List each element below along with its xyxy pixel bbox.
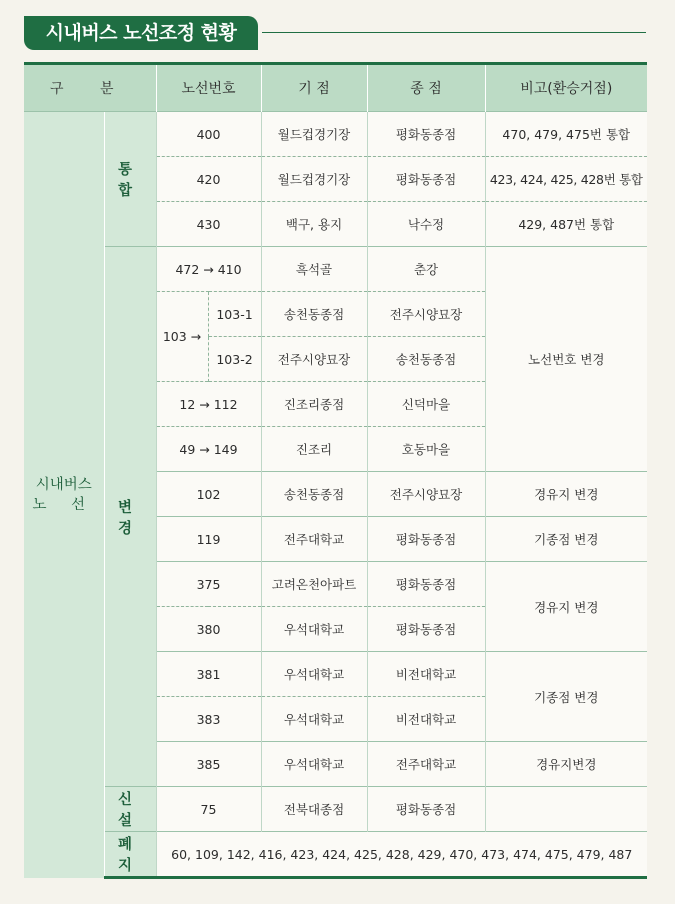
- main-category-label: [24, 112, 104, 878]
- start-point: 우석대학교: [261, 607, 367, 652]
- start-point: 전주대학교: [261, 517, 367, 562]
- table-row: [24, 112, 647, 157]
- header-category: 구 분: [24, 64, 156, 112]
- start-point: 진조리종점: [261, 382, 367, 427]
- route-number: 420: [156, 157, 261, 202]
- end-point: 전주시양묘장: [367, 472, 485, 517]
- end-point: 평화동종점: [367, 157, 485, 202]
- start-point: 고려온천아파트: [261, 562, 367, 607]
- end-point: 평화동종점: [367, 607, 485, 652]
- table-row: [24, 787, 647, 832]
- start-point: 송천동종점: [261, 292, 367, 337]
- end-point: 전주시양묘장: [367, 292, 485, 337]
- end-point: 평화동종점: [367, 517, 485, 562]
- route-prefix-103: 103 →: [156, 292, 208, 382]
- table-row: [24, 832, 647, 878]
- page-title: 시내버스 노선조정 현황: [24, 16, 258, 50]
- end-point: 평화동종점: [367, 112, 485, 157]
- route-number: 75: [156, 787, 261, 832]
- remark: 경유지 변경: [485, 562, 647, 652]
- start-point: 우석대학교: [261, 652, 367, 697]
- route-adjustment-table: [24, 62, 647, 879]
- end-point: 비전대학교: [367, 652, 485, 697]
- remark: [485, 787, 647, 832]
- remark: 기종점 변경: [485, 517, 647, 562]
- start-point: 흑석골: [261, 247, 367, 292]
- end-point: 춘강: [367, 247, 485, 292]
- header-route: 노선번호: [156, 64, 261, 112]
- table-header-row: [24, 64, 647, 112]
- abolished-routes: 60, 109, 142, 416, 423, 424, 425, 428, 429, 470, 473, 474, 475, 479, 487: [156, 832, 647, 878]
- remark: 429, 487번 통합: [485, 202, 647, 247]
- remark: 경유지 변경: [485, 472, 647, 517]
- group-label-merge: 통 합: [104, 112, 156, 247]
- route-number: 119: [156, 517, 261, 562]
- route-number: 103-1: [208, 292, 261, 337]
- route-number: 12 → 112: [156, 382, 261, 427]
- end-point: 낙수정: [367, 202, 485, 247]
- start-point: 전주시양묘장: [261, 337, 367, 382]
- remark: 423, 424, 425, 428번 통합: [485, 157, 647, 202]
- start-point: 진조리: [261, 427, 367, 472]
- start-point: 우석대학교: [261, 697, 367, 742]
- start-point: 월드컵경기장: [261, 112, 367, 157]
- route-number: 102: [156, 472, 261, 517]
- end-point: 호동마을: [367, 427, 485, 472]
- route-number: 385: [156, 742, 261, 787]
- group-label-change: 변 경: [104, 247, 156, 787]
- end-point: 송천동종점: [367, 337, 485, 382]
- group-label-abolish: 폐 지: [104, 832, 156, 878]
- route-number: 383: [156, 697, 261, 742]
- remark-renumber: 노선번호 변경: [485, 247, 647, 472]
- title-bar: [24, 16, 646, 50]
- title-rule: [262, 32, 646, 33]
- end-point: 신덕마을: [367, 382, 485, 427]
- route-number: 381: [156, 652, 261, 697]
- route-number: 472 → 410: [156, 247, 261, 292]
- header-start: 기 점: [261, 64, 367, 112]
- start-point: 송천동종점: [261, 472, 367, 517]
- start-point: 월드컵경기장: [261, 157, 367, 202]
- route-number: 375: [156, 562, 261, 607]
- start-point: 백구, 용지: [261, 202, 367, 247]
- end-point: 평화동종점: [367, 562, 485, 607]
- route-number: 430: [156, 202, 261, 247]
- start-point: 전북대종점: [261, 787, 367, 832]
- remark: 470, 479, 475번 통합: [485, 112, 647, 157]
- route-number: 400: [156, 112, 261, 157]
- route-number: 103-2: [208, 337, 261, 382]
- route-number: 380: [156, 607, 261, 652]
- route-number: 49 → 149: [156, 427, 261, 472]
- end-point: 평화동종점: [367, 787, 485, 832]
- end-point: 전주대학교: [367, 742, 485, 787]
- end-point: 비전대학교: [367, 697, 485, 742]
- start-point: 우석대학교: [261, 742, 367, 787]
- header-end: 종 점: [367, 64, 485, 112]
- header-remark: 비고(환승거점): [485, 64, 647, 112]
- main-label-line2: 노 선: [32, 496, 96, 513]
- remark: 기종점 변경: [485, 652, 647, 742]
- group-label-new: 신 설: [104, 787, 156, 832]
- main-label-line1: 시내버스: [35, 476, 92, 493]
- remark: 경유지변경: [485, 742, 647, 787]
- table-row: [24, 247, 647, 292]
